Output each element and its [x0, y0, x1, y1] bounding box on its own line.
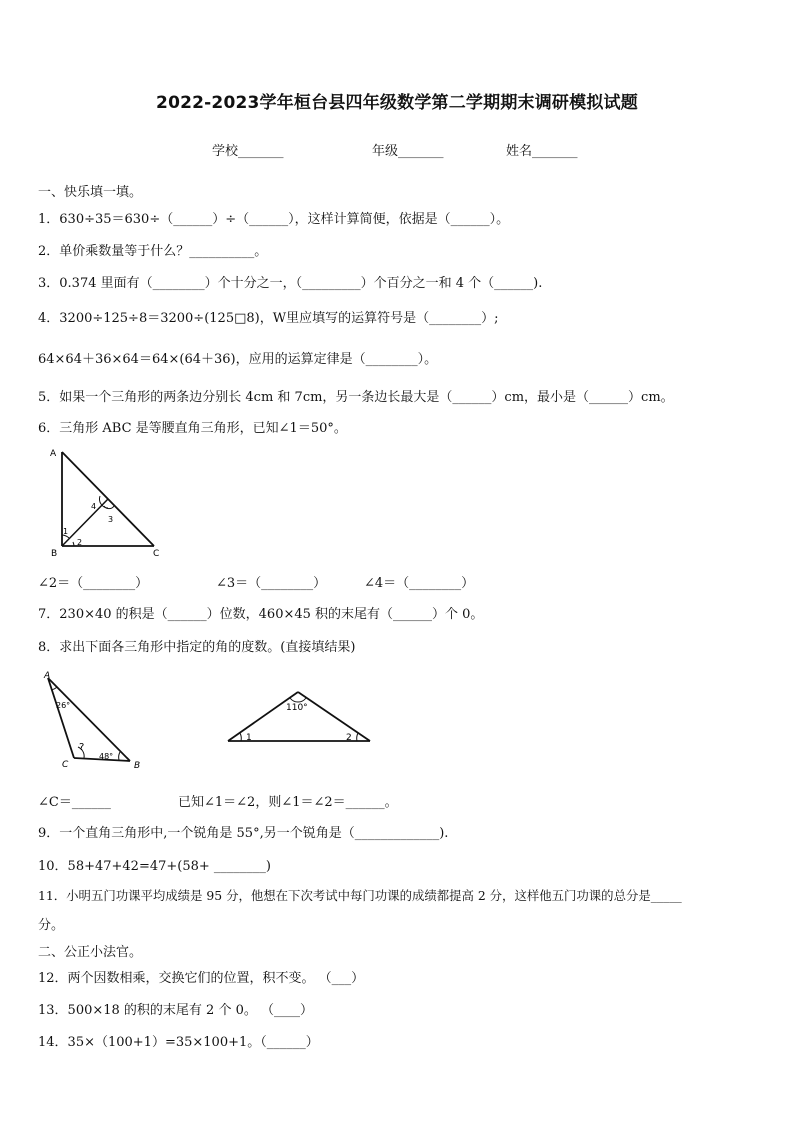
question-3: 3．0.374 里面有（________）个十分之一，（_________）个百分之一和 4 个（______). — [38, 276, 543, 291]
question-2: 2．单价乘数量等于什么？__________。 — [38, 244, 268, 259]
question-4b: 64×64＋36×64＝64×(64＋36)，应用的运算定律是（________）。 — [38, 352, 438, 367]
angle-2-label: 2 — [346, 733, 352, 743]
vertex-a-label: A — [50, 449, 57, 459]
question-12: 12．两个因数相乘，交换它们的位置，积不变。 （___） — [38, 971, 365, 986]
question-5: 5．如果一个三角形的两条边分别长 4cm 和 7cm，另一条边长最大是（______）cm，最小是（______）cm。 — [38, 390, 674, 405]
question-13: 13．500×18 的积的末尾有 2 个 0。 （____） — [38, 1003, 313, 1018]
equal-angles-answer: 已知∠1＝∠2，则∠1＝∠2＝______。 — [178, 795, 398, 810]
name-field: 姓名_______ — [506, 144, 578, 159]
question-7: 7．230×40 的积是（______）位数，460×45 积的末尾有（______）个 0。 — [38, 607, 484, 622]
angle-b-label: 48° — [99, 752, 114, 761]
school-field: 学校_______ — [212, 144, 284, 159]
vertex-b-label: B — [134, 761, 141, 771]
vertex-b-label: B — [51, 549, 58, 559]
question-11: 11．小明五门功课平均成绩是 95 分，他想在下次考试中每门功课的成绩都提高 2 分，这样他五门功课的总分是_____ — [38, 888, 682, 903]
unknown-angle-label: ? — [79, 742, 85, 753]
vertex-c-label: C — [62, 760, 69, 770]
question-6: 6．三角形 ABC 是等腰直角三角形，已知∠1＝50°。 — [38, 421, 347, 436]
grade-field: 年级_______ — [372, 144, 444, 159]
question-9: 9．一个直角三角形中,一个锐角是 55°,另一个锐角是（_____________). — [38, 826, 449, 841]
angle-4-answer: ∠4＝（________） — [364, 576, 475, 591]
question-8: 8．求出下面各三角形中指定的角的度数。(直接填结果) — [38, 640, 356, 655]
angle-1-label: 1 — [63, 527, 69, 536]
question-11-unit: 分。 — [38, 918, 65, 933]
angle-4-label: 4 — [91, 502, 97, 511]
exam-title: 2022-2023学年桓台县四年级数学第二学期期末调研模拟试题 — [156, 93, 638, 113]
angle-1-label: 1 — [246, 733, 252, 743]
obtuse-triangle-figure — [224, 688, 384, 748]
angle-2-answer: ∠2＝（________） — [38, 576, 149, 591]
triangle-abc-figure — [42, 446, 172, 561]
angle-a-label: 26° — [56, 701, 71, 710]
angle-2-label: 2 — [77, 538, 83, 547]
question-10: 10．58+47+42=47+(58+ ________) — [38, 859, 271, 874]
question-4a: 4．3200÷125÷8＝3200÷(125□8)，W里应填写的运算符号是（________）; — [38, 311, 499, 326]
vertex-a-label: A — [44, 671, 51, 681]
triangle-acb-figure — [38, 666, 158, 776]
angle-3-answer: ∠3＝（________） — [216, 576, 327, 591]
question-1: 1．630÷35＝630÷（______）÷（______），这样计算简便，依据是（______）。 — [38, 212, 510, 227]
vertex-c-label: C — [153, 549, 160, 559]
question-14: 14．35×（100+1）=35×100+1。（______） — [38, 1035, 319, 1050]
angle-c-answer: ∠C＝______ — [38, 795, 111, 810]
angle-110-label: 110° — [286, 703, 308, 713]
section-1-heading: 一、快乐填一填。 — [38, 185, 143, 200]
angle-3-label: 3 — [108, 515, 114, 524]
section-2-heading: 二、公正小法官。 — [38, 945, 143, 960]
